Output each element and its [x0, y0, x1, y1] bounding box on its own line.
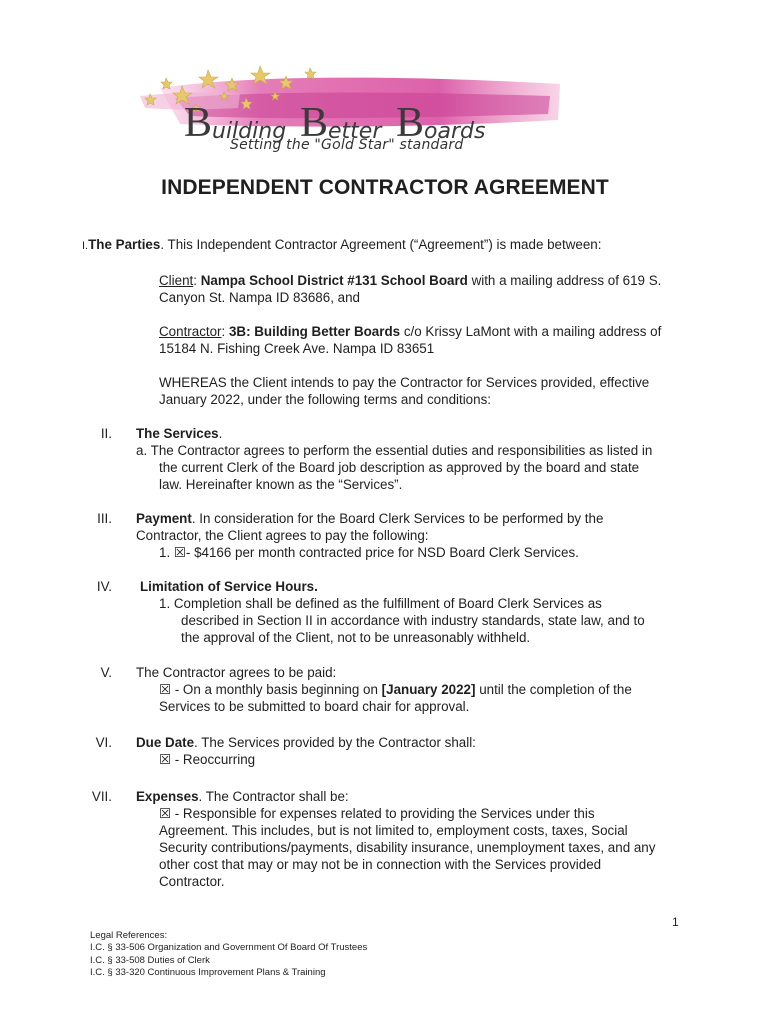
due-line-1: Due Date. The Services provided by the Contractor shall: [136, 735, 476, 750]
expenses-line-6: Contractor. [159, 874, 225, 889]
client-name: Nampa School District #131 School Board [200, 273, 468, 288]
section-heading: Limitation of Service Hours. [140, 579, 318, 594]
payment-item: 1. ☒- $4166 per month contracted price for NSD Board Clerk Services. [159, 545, 579, 560]
logo-word-building: uilding [212, 119, 287, 144]
client-line-1: Client: Nampa School District #131 School Board with a mailing address of 619 S. [159, 273, 662, 288]
section-parties-intro: I.The Parties. This Independent Contractor Agreement (“Agreement”) is made between: [82, 237, 602, 252]
services-line-1: a. The Contractor agrees to perform the essential duties and responsibilities as listed in [136, 443, 653, 458]
section-numeral: IV. [96, 579, 112, 594]
payment-line-2: Contractor, the Client agrees to pay the following: [136, 528, 429, 543]
section-numeral: II. [100, 426, 112, 441]
legal-references [90, 930, 367, 979]
limitation-line-1: 1. Completion shall be defined as the fulfillment of Board Clerk Services as [159, 596, 602, 611]
section-numeral: VII. [91, 789, 112, 804]
section-numeral: V. [100, 665, 112, 680]
contractor-line-2: 15184 N. Fishing Creek Ave. Nampa ID 83651 [159, 341, 435, 356]
logo-letter-b3: B [396, 100, 425, 146]
client-label: Client [159, 273, 194, 288]
services-line-2: the current Clerk of the Board job description as approved by the board and state [159, 460, 640, 475]
expenses-line-5: other cost that may or may not be in connection with the Services provided [159, 857, 602, 872]
logo-letter-b2: B [300, 100, 329, 146]
logo-word-boards: oards [424, 119, 486, 144]
contractor-name: 3B: Building Better Boards [228, 324, 401, 339]
limitation-line-3: the approval of the Client, not to be unreasonably withheld. [181, 630, 531, 645]
client-line-2: Canyon St. Nampa ID 83686, and [159, 290, 360, 305]
services-line-3: law. Hereinafter known as the “Services”. [159, 477, 403, 492]
section-heading: The Parties [88, 237, 161, 252]
paid-line-2: ☒ - On a monthly basis beginning on [January 2022] until the completion of the [159, 682, 632, 697]
checkbox-checked-icon: ☒ - On a monthly basis beginning on [159, 682, 382, 697]
whereas-line-1: WHEREAS the Client intends to pay the Contractor for Services provided, effective [159, 375, 650, 390]
paid-line-3: Services to be submitted to board chair for approval. [159, 699, 470, 714]
logo-tagline: Setting the "Gold Star" standard [230, 137, 464, 153]
payment-line-1: Payment. In consideration for the Board Clerk Services to be performed by the [136, 511, 604, 526]
paid-line-1: The Contractor agrees to be paid: [136, 665, 337, 680]
document-title: INDEPENDENT CONTRACTOR AGREEMENT [161, 176, 609, 199]
contractor-label: Contractor [159, 324, 222, 339]
expenses-line-4: Security contributions/payments, disability insurance, unemployment taxes, and any [159, 840, 656, 855]
legal-reference: I.C. § 33-506 Organization and Government Of Board Of Trustees [90, 942, 368, 954]
section-numeral: I. [82, 240, 89, 252]
legal-reference: I.C. § 33-320 Continuous Improvement Plans & Training [90, 966, 326, 978]
due-line-2: ☒ - Reoccurring [159, 752, 256, 767]
contractor-line-1: Contractor: 3B: Building Better Boards c/o Krissy LaMont with a mailing address of [159, 324, 662, 339]
whereas-line-2: January 2022, under the following terms and conditions: [159, 392, 491, 407]
section-numeral: III. [97, 511, 112, 526]
logo-letter-b1: B [184, 100, 213, 146]
expenses-line-1: Expenses. The Contractor shall be: [136, 789, 349, 804]
legal-reference: I.C. § 33-508 Duties of Clerk [90, 954, 210, 966]
legal-references-heading: Legal References: [90, 930, 168, 941]
section-services-heading: The Services. [136, 426, 223, 441]
limitation-line-2: described in Section II in accordance with industry standards, state law, and to [181, 613, 645, 628]
expenses-line-2: ☒ - Responsible for expenses related to providing the Services under this [159, 806, 595, 821]
logo-word-better: etter [328, 119, 382, 144]
page-number: 1 [672, 915, 679, 929]
section-heading: Due Date [136, 735, 195, 750]
expenses-line-3: Agreement. This includes, but is not limited to, employment costs, taxes, Social [159, 823, 628, 838]
section-numeral: VI. [95, 735, 112, 750]
section-heading: Expenses [136, 789, 199, 804]
section-heading: Payment [136, 511, 192, 526]
